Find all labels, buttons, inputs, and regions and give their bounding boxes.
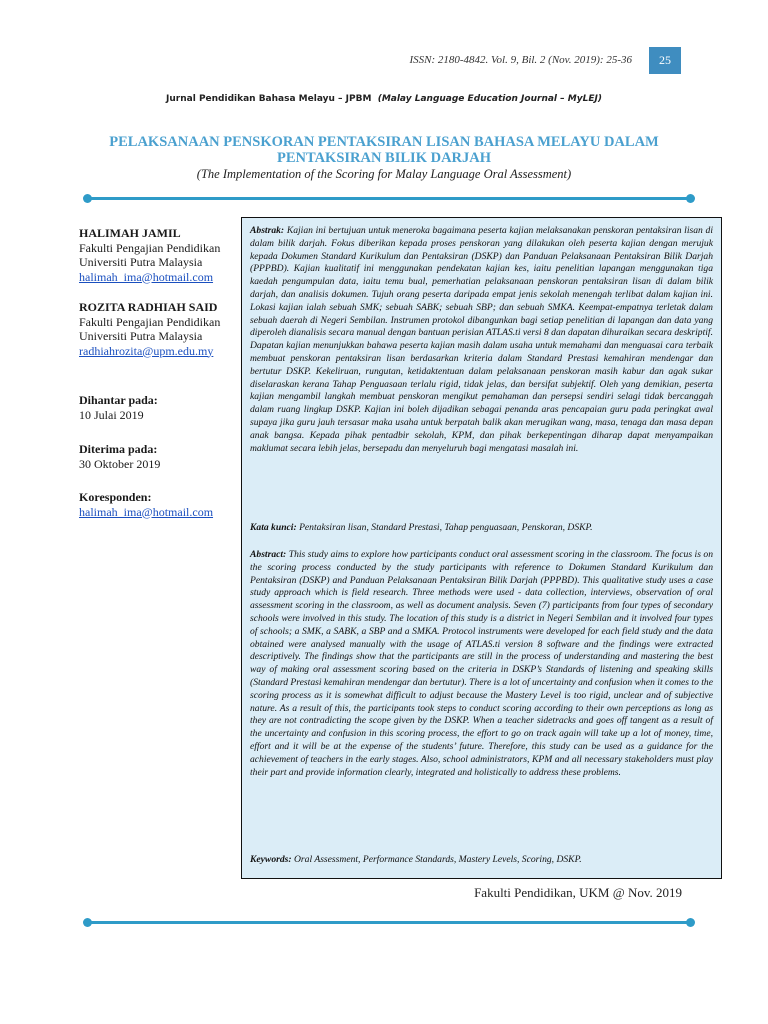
article-title-line-1: PELAKSANAAN PENSKORAN PENTAKSIRAN LISAN BAHASA MELAYU DALAM: [109, 134, 659, 150]
author-affiliation: Fakulti Pengajian Pendidikan: [79, 240, 221, 255]
keywords-english: [250, 854, 713, 867]
article-subtitle: (The Implementation of the Scoring for Malay Language Oral Assessment): [196, 167, 572, 181]
keywords-malay: [250, 522, 713, 535]
author-name: HALIMAH JAMIL: [79, 226, 181, 240]
accepted-label: Diterima pada:: [79, 442, 158, 456]
keywords-malay-text: Pentaksiran lisan, Standard Prestasi, Tahap penguasaan, Penskoran, DSKP.: [299, 522, 593, 533]
issn-line: ISSN: 2180-4842. Vol. 9, Bil. 2 (Nov. 2019): 25-36: [409, 54, 632, 66]
abstract-english-label: Abstract:: [250, 549, 287, 560]
page-number-badge: [649, 47, 681, 74]
article-title-line-2: PENTAKSIRAN BILIK DARJAH: [276, 150, 492, 166]
correspondent-label: Koresponden:: [79, 490, 152, 504]
journal-name-english: (Malay Language Education Journal – MyLEJ): [377, 94, 602, 104]
author-university: Universiti Putra Malaysia: [79, 255, 203, 269]
submitted-label: Dihantar pada:: [79, 393, 158, 407]
abstract-malay-label: Abstrak:: [250, 225, 285, 236]
keywords-malay-label: Kata kunci:: [250, 522, 297, 533]
submitted-block: [79, 393, 249, 422]
abstract-malay-text: Kajian ini bertujuan untuk meneroka bagaimana peserta kajian melaksanakan penskoran pentaksiran lisan di dalam bilik darjah. Fokus diberikan kepada proses penskoran yang dilakukan oleh peserta kajian dengan merujuk kepada Dokumen Standard Kurikulum dan Pentaksiran (DSKP) dan Panduan Pelaksanaan Pentaksiran Bilik Darjah (PPPBD). Kajian kualitatif ini menggunakan pendekatan kajian kes, iaitu penelitian lapangan menggunakan tiga kaedah pengumpulan data, iaitu temu bual, pemerhatian pelaksanaan penskoran pentaksiran lisan di dalam bilik darjah, dan analisis dokumen. Tujuh orang peserta daripada empat jenis sekolah menengah terlibat dalam kajian ini. Lokasi kajian ialah sebuah SMK; sebuah SABK; sebuah SBP; dan sebuah SMKA. Keempat-empatnya terletak dalam sebuah daerah di Negeri Sembilan. Instrumen protokol dibangunkan bagi setiap penelitian di lapangan dan data yang diperoleh dianalisis secara manual dengan bantuan perisian ATLAS.ti versi 8 dan dapatan dihuraikan secara deskriptif. Dapatan kajian menunjukkan bahawa peserta kajian masih dalam usaha untuk memahami dan menguasai cara terbaik membuat penskoran pentaksiran lisan berdasarkan kriteria dalam Standard Prestasi kemahiran mendengar dan bertutur DSKP. Kekeliruan, rungutan, ketidaktentuan dalam pelaksanaan penskoran masih kabur dan agak sukar diselaraskan kerana Tahap Penguasaan terlalu rigid, tidak jelas, dan bersifat subjektif. Oleh yang demikian, peserta kajian mengambil langkah membuat penskoran mengikut pemahaman dan persepsi sendiri selagi tidak bercanggah dalam ruang lingkup DSKP. Kajian ini boleh dijadikan sebagai penanda aras pencapaian guru pada peringkat awal supaya jika guru jauh tersasar maka usaha untuk berpatah balik akan merugikan wang, masa, tenaga dan masa depan anak bangsa. Kepada pihak pentadbir sekolah, KPM, dan pihak berkepentingan diharap dapat menyampaikan maklumat secara lebih jelas, bersepadu dan menyeluruh bagi mengatasi masalah ini.: [250, 225, 713, 454]
author-email-link[interactable]: halimah_ima@hotmail.com: [79, 269, 214, 284]
accepted-date: 30 Oktober 2019: [79, 456, 161, 471]
correspondent-block: [79, 490, 249, 519]
abstract-malay: [250, 225, 713, 455]
author-1: [79, 226, 249, 284]
abstract-english: [250, 549, 713, 779]
author-affiliation: Fakulti Pengajian Pendidikan: [79, 314, 221, 329]
page-number: 25: [659, 53, 671, 67]
divider-dot-left: [83, 194, 92, 203]
journal-header: [0, 94, 768, 104]
abstract-english-text: This study aims to explore how participants conduct oral assessment scoring in the classroom. The focus is on the scoring process conducted by the study participants with reference to Dokumen Standard Kurikulum dan Pentaksiran (DSKP) and Panduan Pelaksanaan Pentaksiran Bilik Darjah (PPPBD). This qualitative study uses a case study approach which is field research. Three methods were used - data collection, interviews, observation of oral assessment scoring in the classroom, as well as document analysis. Seven (7) participants from four types of secondary schools were involved in this study. The location of this study is a district in Negeri Sembilan and it involved four types of schools; a SMK, a SABK, a SBP and a SMKA. Protocol instruments were developed for each field study and the data obtained were analysed manually with the usage of ATLAS.ti version 8 software and the findings were extracted descriptively. The findings show that the participants are still in the process of understanding and mastering the best way of making oral assessment scoring based on the criteria in DSKP’s Standards of listening and speaking skills (Standard Prestasi kemahiran mendengar dan bertutur). There is a lot of uncertainty and confusion when it comes to the scoring process as it is somewhat difficult to adjust because the Mastery Level is too rigid, unclear and of subjective nature. As a result of this, the participants took steps to conduct scoring according to their own perceptions as long as they are not contradicting the scope given by the DSKP. When a teacher sidetracks and goes off tangent as a result of the uncertainty and confusion in this scoring process, the effort to go on track again will take up a lot of money, time, effort and it will be at the expense of the students’ future. Therefore, this study can be used as a guidance for the achievement of teachers in the early stages. Also, school administrators, KPM and all necessary stakeholders must play their part and provide information clearly, integrated and holistically to address these problems.: [250, 549, 713, 778]
keywords-english-text: Oral Assessment, Performance Standards, Mastery Levels, Scoring, DSKP.: [293, 854, 582, 865]
keywords-english-label: Keywords:: [250, 854, 292, 865]
submitted-date: 10 Julai 2019: [79, 407, 144, 422]
top-divider: [86, 197, 692, 200]
divider-dot-left: [83, 918, 92, 927]
bottom-divider: [86, 921, 692, 924]
divider-dot-right: [686, 918, 695, 927]
article-title: [60, 134, 708, 166]
author-university: Universiti Putra Malaysia: [79, 329, 203, 343]
correspondent-email-link[interactable]: halimah_ima@hotmail.com: [79, 504, 214, 519]
accepted-block: [79, 442, 249, 471]
divider-dot-right: [686, 194, 695, 203]
author-2: [79, 300, 249, 358]
author-email-link[interactable]: radhiahrozita@upm.edu.my: [79, 343, 214, 358]
abstract-box: [241, 217, 722, 879]
journal-name: Jurnal Pendidikan Bahasa Melayu – JPBM: [166, 94, 372, 104]
author-name: ROZITA RADHIAH SAID: [79, 300, 218, 314]
footer-text: Fakulti Pendidikan, UKM @ Nov. 2019: [474, 885, 682, 900]
